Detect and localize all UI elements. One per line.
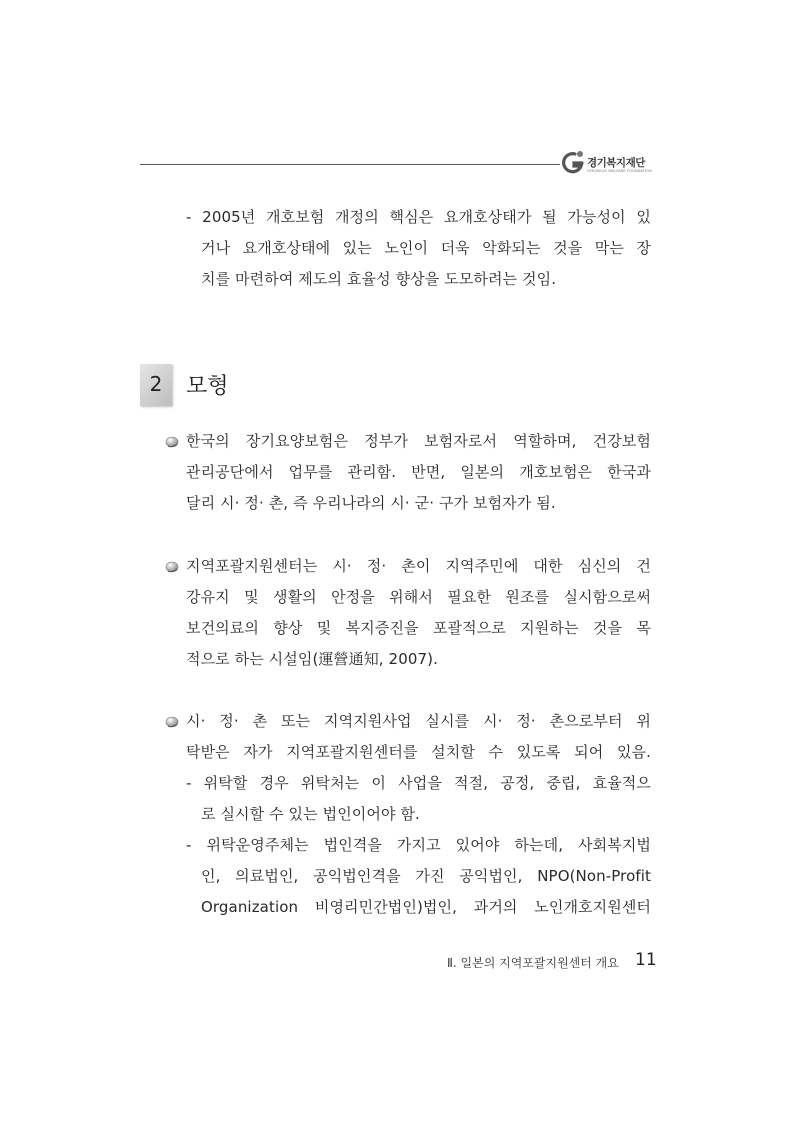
section-number-box bbox=[140, 364, 172, 406]
logo-text: 경기복지재단 bbox=[587, 157, 645, 169]
bullet-line: 한국의 장기요양보험은 정부가 보험자로서 역할하며, 건강보험 bbox=[186, 432, 651, 450]
header-rule bbox=[140, 164, 560, 165]
bullet-line: 시· 정· 촌 또는 지역지원사업 실시를 시· 정· 촌으로부터 위 bbox=[186, 712, 651, 730]
intro-line: - 2005년 개호보험 개정의 핵심은 요개호상태가 될 가능성이 있 bbox=[186, 208, 651, 226]
bullet-line: 관리공단에서 업무를 관리함. 반면, 일본의 개호보험은 한국과 bbox=[186, 463, 651, 481]
bullet-line: 지역포괄지원센터는 시· 정· 촌이 지역주민에 대한 심신의 건 bbox=[186, 557, 651, 575]
foundation-logo-icon bbox=[560, 148, 586, 176]
foundation-logo bbox=[560, 148, 660, 178]
intro-line: 치를 마련하여 제도의 효율성 향상을 도모하려는 것임. bbox=[201, 270, 557, 288]
bullet-line: 달리 시· 정· 촌, 즉 우리나라의 시· 군· 구가 보험자가 됨. bbox=[186, 494, 556, 512]
bullet-icon bbox=[165, 560, 179, 574]
sub-item-line: 로 실시할 수 있는 법인이어야 함. bbox=[201, 805, 420, 823]
bullet-line: 적으로 하는 시설임(運營通知, 2007). bbox=[186, 650, 438, 668]
sub-item-line: Organization 비영리민간법인)법인, 과거의 노인개호지원센터 bbox=[201, 898, 651, 916]
chapter-footer: Ⅱ. 일본의 지역포괄지원센터 개요 bbox=[447, 956, 619, 970]
sub-item-line: - 위탁할 경우 위탁처는 이 사업을 적절, 공정, 중립, 효율적으 bbox=[186, 774, 651, 792]
section-number: 2 bbox=[149, 372, 163, 396]
logo-subtext: GYEONGGI WELFARE FOUNDATION bbox=[587, 169, 652, 173]
bullet-line: 강유지 및 생활의 안정을 위해서 필요한 원조를 실시함으로써 bbox=[186, 588, 651, 606]
bullet-icon bbox=[165, 435, 179, 449]
bullet-icon bbox=[165, 715, 179, 729]
bullet-line: 보건의료의 향상 및 복지증진을 포괄적으로 지원하는 것을 목 bbox=[186, 619, 651, 637]
intro-line: 거나 요개호상태에 있는 노인이 더욱 악화되는 것을 막는 장 bbox=[201, 239, 651, 257]
sub-item-line: - 위탁운영주체는 법인격을 가지고 있어야 하는데, 사회복지법 bbox=[186, 836, 651, 854]
page-number: 11 bbox=[635, 950, 657, 970]
bullet-line: 탁받은 자가 지역포괄지원센터를 설치할 수 있도록 되어 있음. bbox=[186, 743, 651, 761]
section-title: 모형 bbox=[186, 374, 229, 399]
sub-item-line: 인, 의료법인, 공익법인격을 가진 공익법인, NPO(Non-Profit bbox=[201, 867, 651, 885]
